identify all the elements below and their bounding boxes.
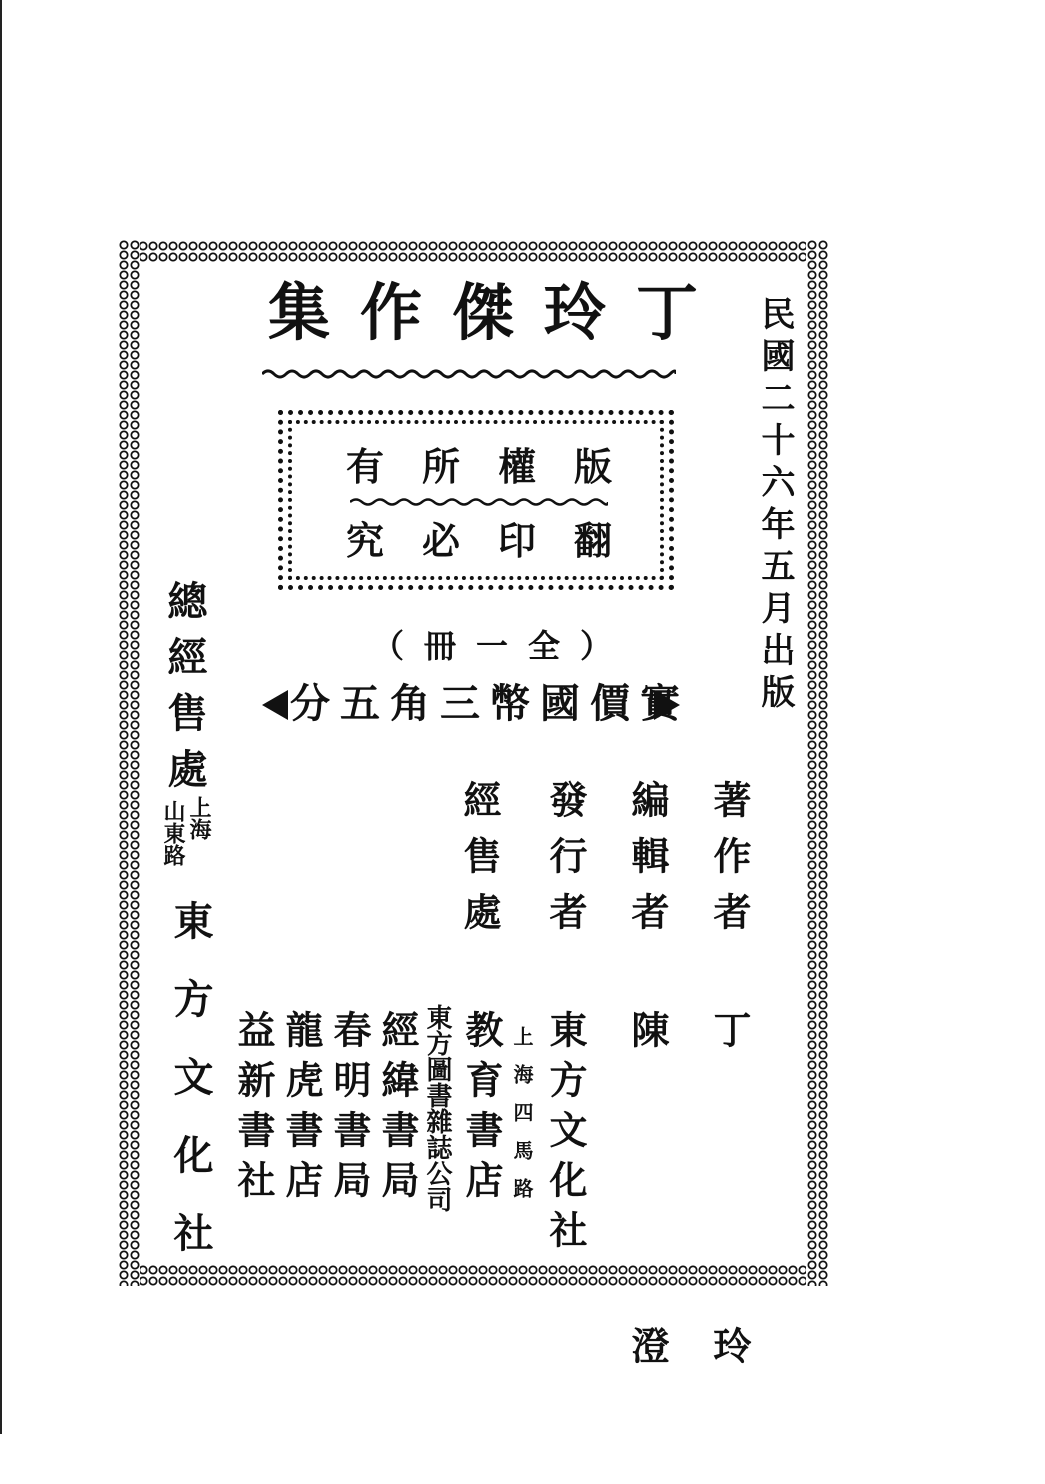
retailer-jiaoyu: 教育書店 (459, 1010, 504, 1210)
role-editor-label: 編輯者 (625, 780, 670, 948)
volume-note: （冊一全） (372, 627, 633, 665)
general-agent-label: 總經售處 (161, 580, 208, 804)
page-edge (0, 0, 2, 1434)
price-arrow-right-icon (654, 690, 680, 720)
retailer-yixin: 益新書社 (231, 1010, 276, 1210)
publication-date: 民國二十六年五月出版 (755, 296, 795, 716)
border-left (118, 240, 140, 1286)
role-author-label: 著作者 (707, 780, 752, 948)
copyright-notice: 有所權版 (346, 444, 651, 489)
author-name: 丁 玲 (707, 1010, 752, 1484)
publisher-address: 上海四馬路 (510, 1026, 534, 1216)
general-agent-address-street: 山東路 (160, 800, 186, 866)
retailer-jingwei: 經緯書局 (375, 1010, 420, 1210)
publisher-name: 東方文化社 (543, 1010, 588, 1260)
role-publisher-label: 發行者 (543, 780, 588, 948)
general-agent-name: 東方文化社 (167, 900, 214, 1290)
title-wavy-rule (262, 368, 676, 380)
general-agent-address-city: 上海 (186, 796, 212, 840)
book-title: 集作傑玲丁 (268, 276, 729, 349)
editor-name: 陳 澄 (625, 1010, 670, 1484)
retailer-dongfang-books: 東方圖書雜誌公司 (422, 1004, 452, 1212)
retailer-chunming: 春明書局 (327, 1010, 372, 1210)
reprint-prohibited: 究必印翻 (346, 518, 651, 563)
border-top (118, 240, 828, 262)
price: 分五角三幣國價實 (290, 680, 690, 727)
copyright-wavy-rule (350, 497, 608, 507)
price-arrow-left-icon (262, 690, 288, 720)
role-distributor-label: 經售處 (457, 780, 502, 948)
retailer-longhu: 龍虎書店 (279, 1010, 324, 1210)
border-right (806, 240, 828, 1286)
